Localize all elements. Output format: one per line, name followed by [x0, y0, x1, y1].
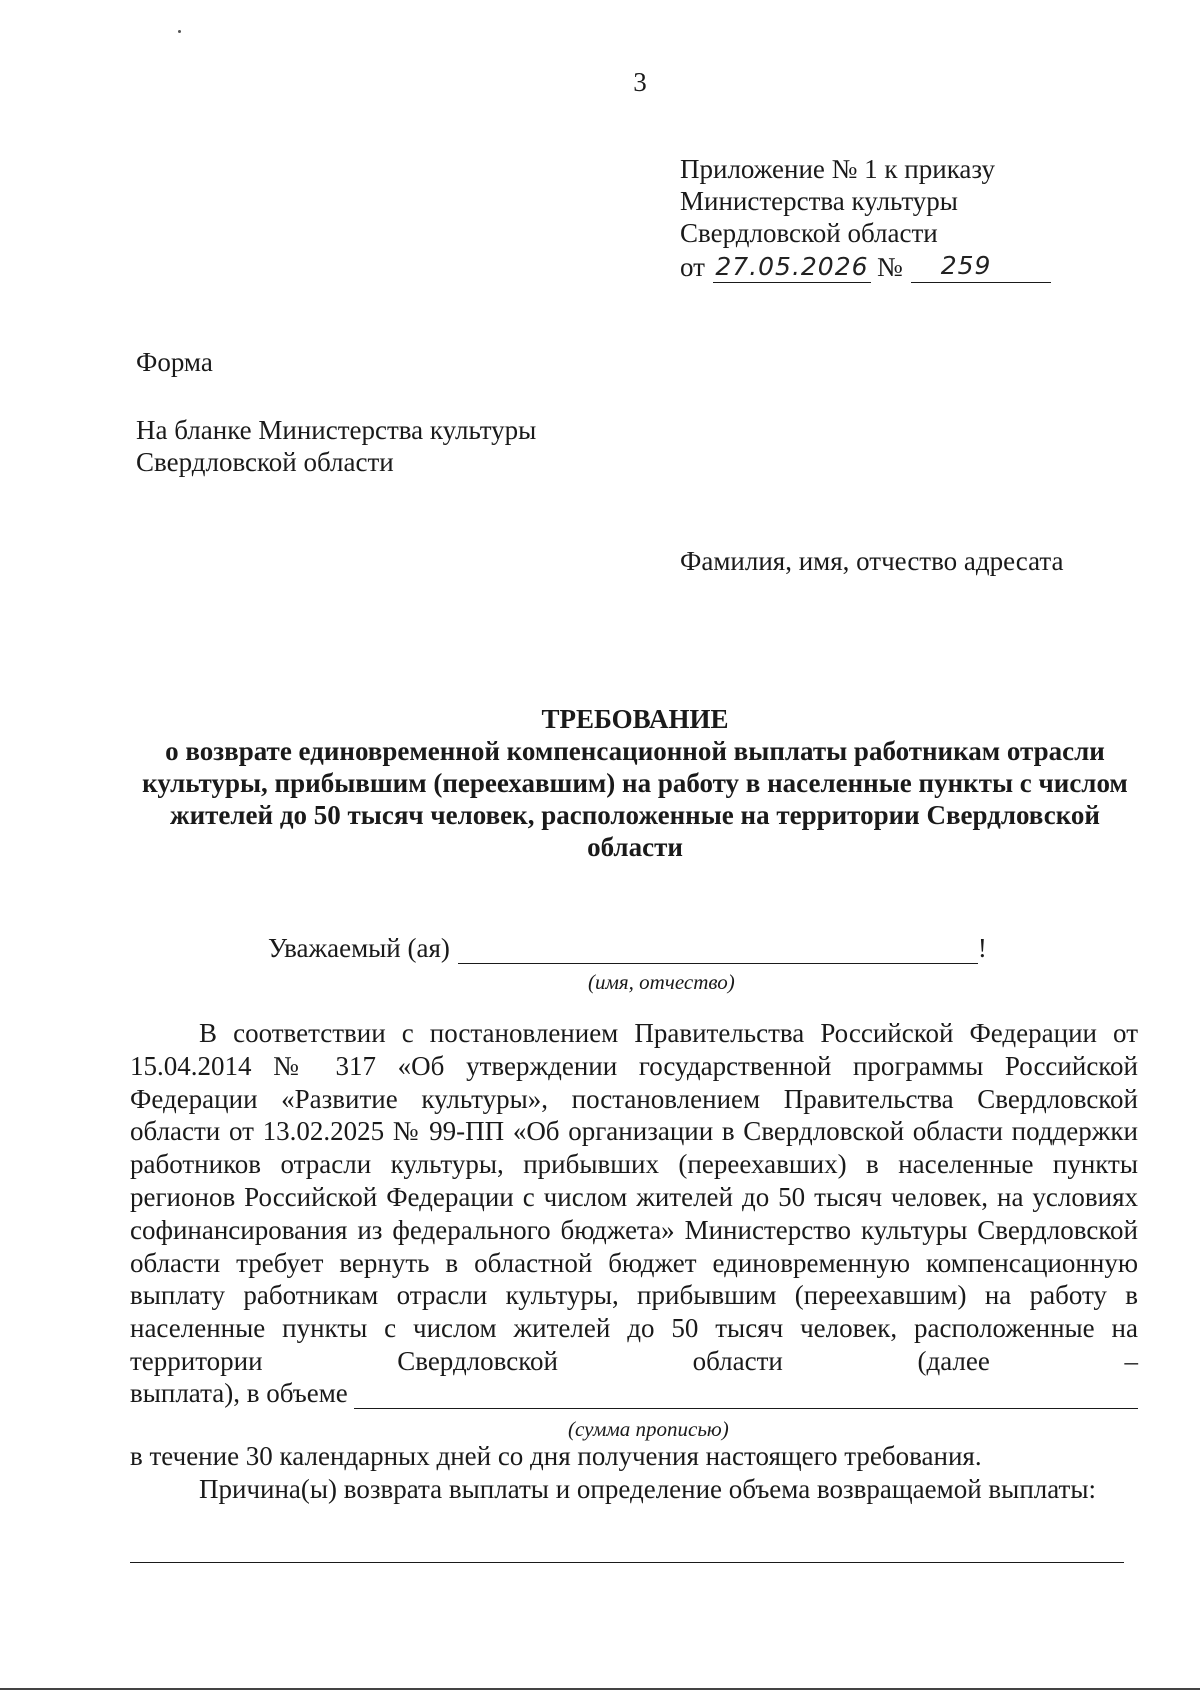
document-title: ТРЕБОВАНИЕ: [541, 704, 729, 734]
salutation-suffix: !: [977, 933, 987, 963]
order-number-field: 259: [911, 253, 1051, 283]
name-caption: (имя, отчество): [588, 970, 735, 994]
document-title-block: [130, 703, 1140, 863]
salutation-prefix: Уважаемый (ая): [268, 933, 450, 963]
addressee-placeholder: Фамилия, имя, отчество адресата: [680, 546, 1064, 576]
appendix-line-2: Министерства культуры: [680, 186, 958, 216]
appendix-line-3: Свердловской области: [680, 218, 938, 248]
salutation-line: [268, 932, 987, 964]
sum-line: [130, 1377, 1138, 1409]
date-prefix: от: [680, 252, 705, 282]
order-date-field: 27.05.2026: [713, 252, 871, 283]
scan-speck: [178, 30, 181, 33]
form-label: Форма: [136, 347, 213, 377]
page-number: 3: [633, 67, 647, 97]
document-subtitle: о возврате единовременной компенсационной выплаты работникам отрасли культуры, прибывшим (переехавшим) на работу в населенные пункты с числом жителей до 50 тысяч человек, расположенные на территории Свердловской области: [142, 736, 1128, 862]
reason-text: Причина(ы) возврата выплаты и определение объема возвращаемой выплаты:: [199, 1474, 1096, 1504]
appendix-block: [680, 153, 1100, 283]
body-paragraph-text: В соответствии с постановлением Правительства Российской Федерации от 15.04.2014 № 317 «Об утверждении государственной программы Российской Федерации «Развитие культуры», постановлением Правительства Свердловской области от 13.02.2025 № 99-ПП «Об организации в Свердловской области поддержки работников отрасли культуры, прибывших (переехавших) в населенные пункты регионов Российской Федерации с числом жителей до 50 тысяч человек, на условиях софинансирования из федерального бюджета» Министерство культуры Свердловской области требует вернуть в областной бюджет единовременную компенсационную выплату работникам отрасли культуры, прибывшим (переехавшим) на работу в населенные пункты с числом жителей до 50 тысяч человек, расположенные на территории Свердловской области (далее –: [130, 1018, 1138, 1376]
body-paragraph: [130, 1017, 1138, 1378]
sum-caption: (сумма прописью): [568, 1417, 729, 1441]
letterhead-note-line-1: На бланке Министерства культуры: [136, 415, 537, 445]
appendix-line-1: Приложение № 1 к приказу: [680, 154, 995, 184]
number-prefix: №: [876, 252, 903, 282]
order-date-number-row: [680, 249, 1100, 283]
reason-paragraph: [130, 1473, 1138, 1506]
deadline-text: в течение 30 календарных дней со дня получения настоящего требования.: [130, 1441, 982, 1471]
name-blank-field: [458, 935, 978, 964]
sum-prefix: выплата), в объеме: [130, 1378, 348, 1408]
letterhead-note: [136, 414, 656, 478]
letterhead-note-line-2: Свердловской области: [136, 447, 394, 477]
page-bottom-rule: [0, 1688, 1200, 1690]
sum-blank-field: [354, 1380, 1138, 1409]
reason-blank-line: [130, 1562, 1124, 1563]
